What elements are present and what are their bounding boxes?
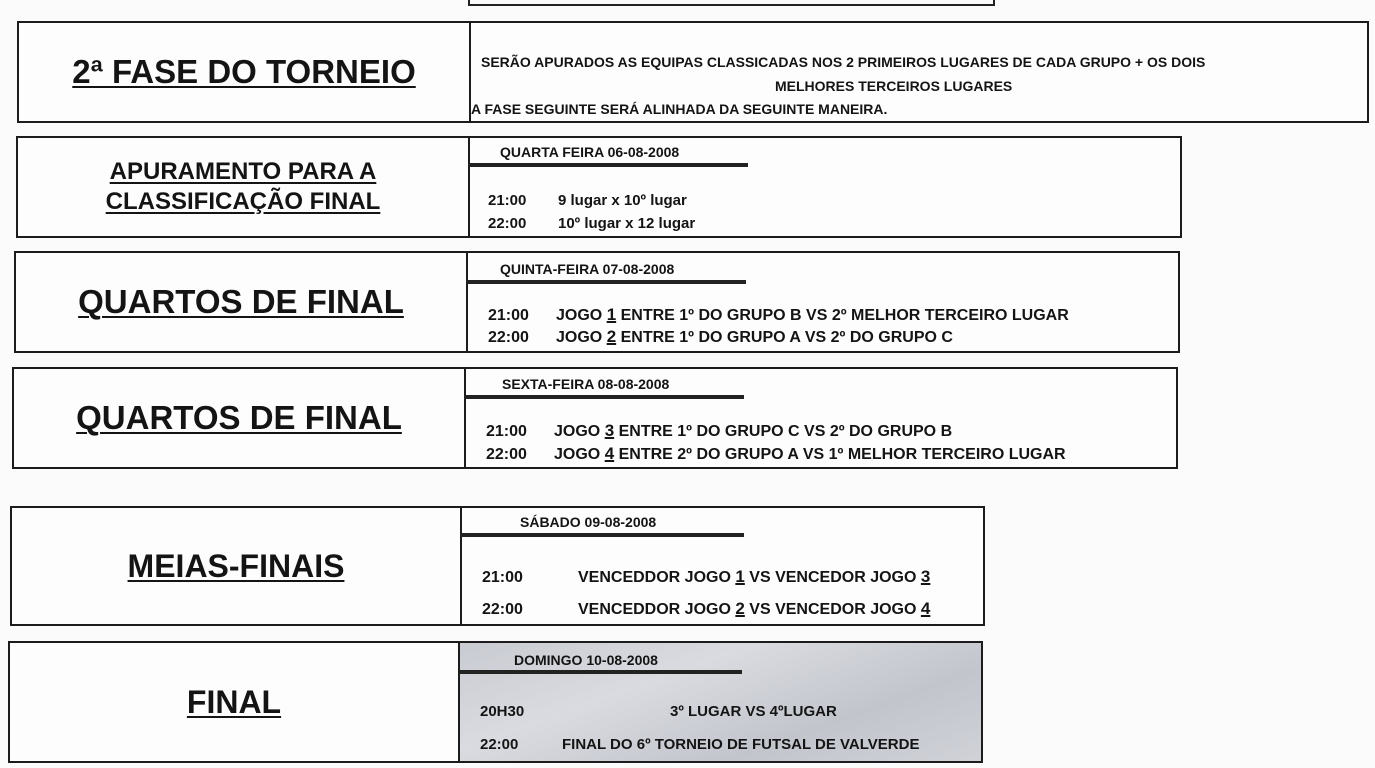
phase-block [17,21,1369,123]
meias-day: SÁBADO 09-08-2008 [520,514,657,530]
game-time: 20H30 [480,703,525,720]
quartos1-title: QUARTOS DE FINAL [78,283,404,321]
game-desc: 3º LUGAR VS 4ºLUGAR [670,703,837,720]
final-day: DOMINGO 10-08-2008 [514,652,658,668]
game-number: 2 [606,327,617,346]
game-a: VENCEDDOR JOGO [578,601,736,618]
phase-desc-line2: MELHORES TERCEIROS LUGARES [775,78,1013,94]
classificacao-title-line1: APURAMENTO PARA A [109,158,377,185]
quartos1-title-cell [16,253,468,351]
quartos1-game-1 [488,305,1069,325]
game-time: 22:00 [488,215,527,232]
classificacao-block [16,136,1182,238]
game-time: 22:00 [486,446,527,463]
quartos1-game-2 [488,327,953,347]
phase-title: 2ª FASE DO TORNEIO [72,53,416,91]
game-pre: JOGO [556,307,607,324]
final-title: FINAL [186,684,282,720]
quartos1-day: QUINTA-FEIRA 07-08-2008 [500,261,675,277]
game-number: 1 [735,567,745,586]
meias-game-2 [482,599,930,619]
game-desc: FINAL DO 6º TORNEIO DE FUTSAL DE VALVERDE [562,736,920,753]
game-b: VS VENCEDOR JOGO [744,601,921,618]
classificacao-title-cell [18,138,470,236]
quartos2-title-cell [14,369,466,467]
classificacao-game-1 [488,192,687,209]
final-block [8,641,983,763]
quartos1-day-underline [466,280,746,284]
meias-title-cell [12,508,462,624]
game-post: ENTRE 1º DO GRUPO A VS 2º DO GRUPO C [616,329,953,346]
phase-desc-line3: A FASE SEGUINTE SERÁ ALINHADA DA SEGUINTE MANEIRA. [471,101,888,117]
game-post: ENTRE 1º DO GRUPO B VS 2º MELHOR TERCEIRO LUGAR [616,307,1069,324]
game-time: 21:00 [488,307,529,324]
game-time: 22:00 [488,329,529,346]
game-post: ENTRE 1º DO GRUPO C VS 2º DO GRUPO B [614,423,953,440]
game-a: VENCEDDOR JOGO [578,569,736,586]
quartos1-block [14,251,1180,353]
phase-title-cell [19,23,471,121]
classificacao-game-2 [488,215,695,232]
game-desc: 9 lugar x 10º lugar [558,192,687,209]
final-title-cell [10,643,460,761]
game-pre: JOGO [554,446,605,463]
game-time: 22:00 [480,736,519,753]
game-number: 2 [735,599,745,618]
final-game-2 [480,736,919,753]
game-b: VS VENCEDOR JOGO [744,569,921,586]
game-number: 1 [606,305,617,324]
final-game-1 [480,703,837,720]
game-number: 4 [604,444,615,463]
classificacao-day: QUARTA FEIRA 06-08-2008 [500,144,680,160]
game-time: 21:00 [482,569,523,586]
quartos2-day: SEXTA-FEIRA 08-08-2008 [502,376,670,392]
meias-game-1 [482,567,930,587]
quartos2-block [12,367,1178,469]
game-number: 4 [920,599,931,618]
game-pre: JOGO [554,423,605,440]
top-edge-box [468,0,995,6]
phase-desc-line1: SERÃO APURADOS AS EQUIPAS CLASSICADAS NOS 2 PRIMEIROS LUGARES DE CADA GRUPO + OS DOIS [481,54,1206,70]
classificacao-title [106,157,381,217]
quartos2-game-1 [486,421,952,441]
game-post: ENTRE 2º DO GRUPO A VS 1º MELHOR TERCEIRO LUGAR [614,446,1066,463]
quartos2-game-2 [486,444,1066,464]
game-desc: 10º lugar x 12 lugar [558,215,696,232]
meias-title: MEIAS-FINAIS [127,548,345,584]
classificacao-title-line2: CLASSIFICAÇÃO FINAL [105,188,381,215]
classificacao-day-underline [468,163,748,167]
meias-day-underline [460,533,744,537]
game-number: 3 [604,421,615,440]
final-day-underline [460,670,742,674]
game-time: 22:00 [482,601,523,618]
game-pre: JOGO [556,329,607,346]
game-number: 3 [920,567,931,586]
meias-block [10,506,985,626]
game-time: 21:00 [486,423,527,440]
quartos2-day-underline [464,395,744,399]
game-time: 21:00 [488,192,527,209]
quartos2-title: QUARTOS DE FINAL [76,399,402,437]
